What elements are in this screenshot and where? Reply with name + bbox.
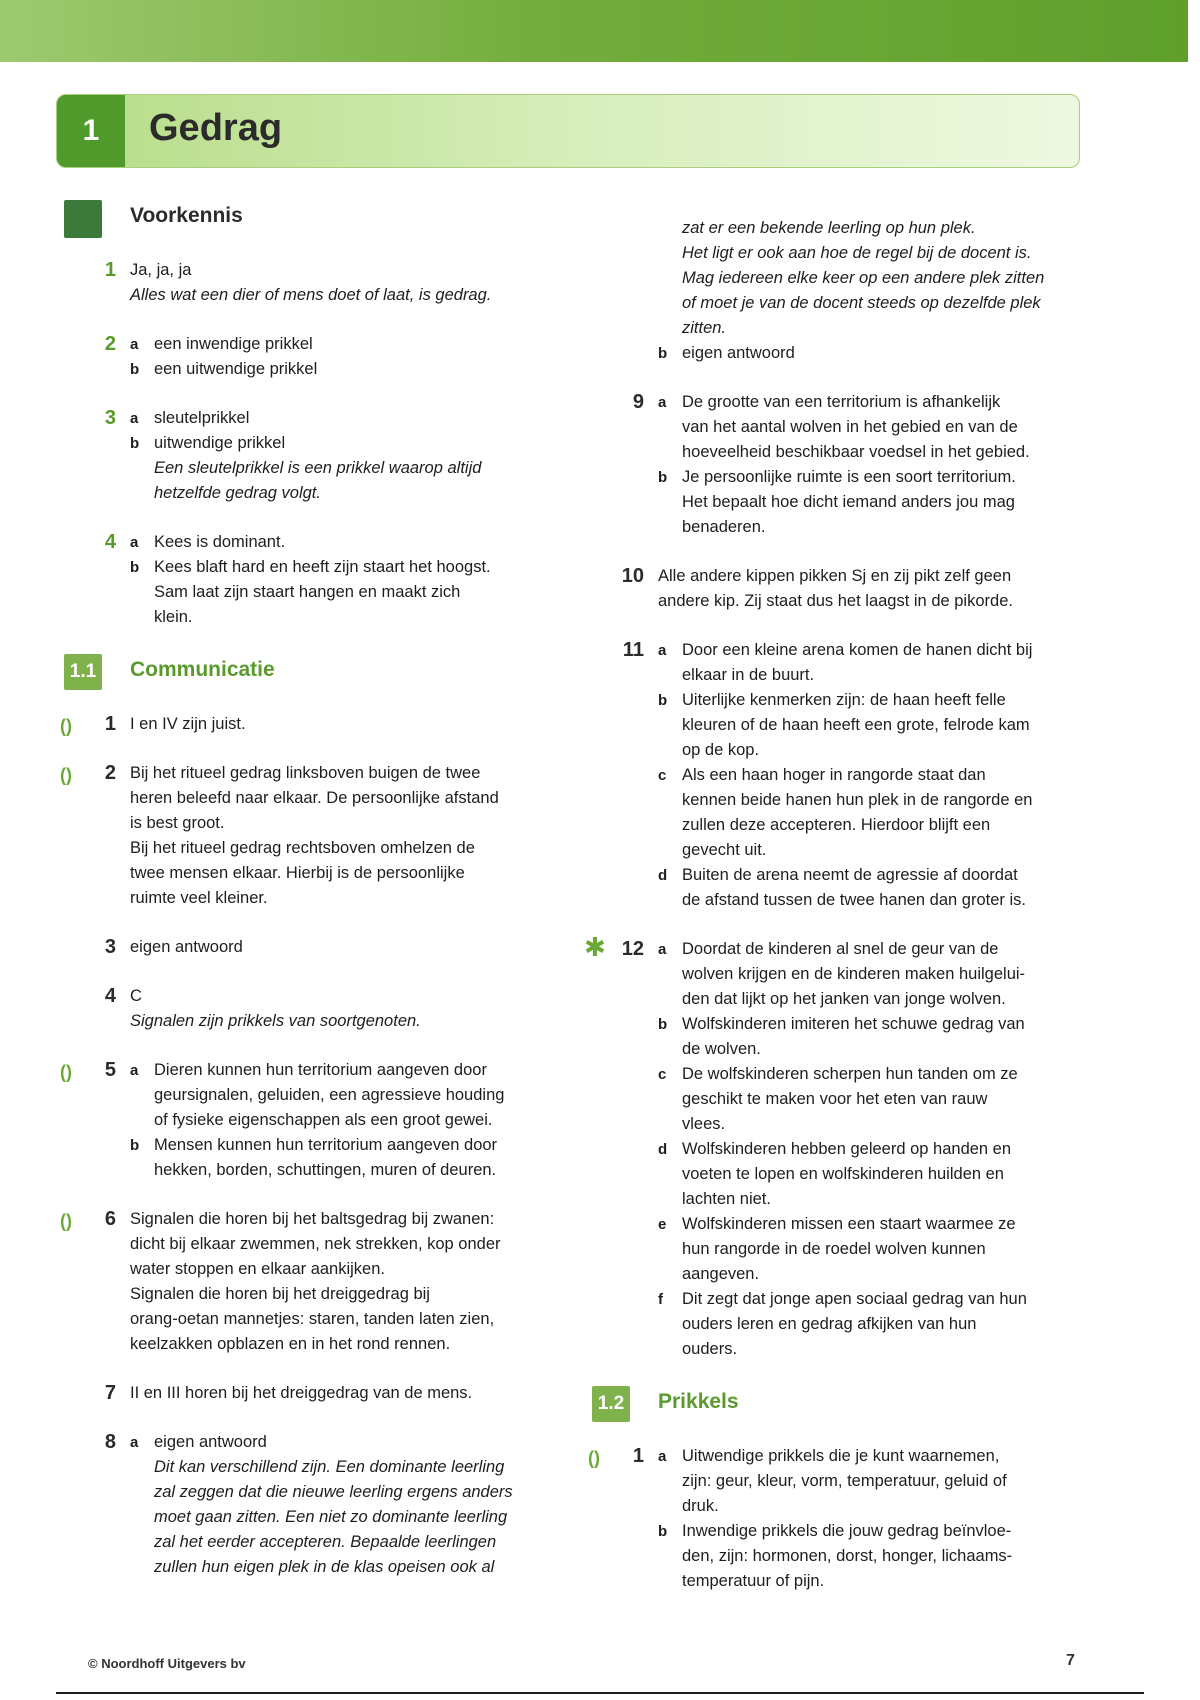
bracket-marker-icon: () [60,1062,72,1082]
section-title: Prikkels [658,1390,739,1413]
question-number: 1 [632,1445,644,1467]
answer-line: den, zijn: hormonen, dorst, honger, lichaams- [682,1547,1013,1565]
question-number: 1 [104,259,116,281]
answer-line: De wolfskinderen scherpen hun tanden om ze [682,1065,1018,1083]
answer-line: Dieren kunnen hun territorium aangeven door [154,1061,487,1079]
question [56,935,566,960]
answer-line: geschikt te maken voor het eten van rauw [682,1090,988,1108]
answer-line: De grootte van een territorium is afhankelijk [682,393,1001,411]
answer-note: zal zeggen dat die nieuwe leerling ergens anders [154,1483,513,1501]
sub-answer [658,688,1084,713]
question-number: 11 [622,639,644,661]
sub-letter: b [658,469,668,486]
answer-line: Signalen die horen bij het baltsgedrag bij zwanen: [130,1210,495,1228]
answer-line: Alle andere kippen pikken Sj en zij pikt zelf geen [658,567,1012,585]
sub-answer [658,1519,1084,1544]
answer-line: I en IV zijn juist. [130,715,246,733]
answer-line: van het aantal wolven in het gebied en van de [682,418,1018,436]
section-1-2-header [584,1386,1084,1430]
answer-line: een uitwendige prikkel [154,360,318,378]
answer-line: den dat lijkt op het janken van jonge wolven. [682,990,1006,1008]
answer-note: zullen hun eigen plek in de klas opeisen ook al [154,1558,495,1576]
question [584,1444,1084,1594]
bracket-marker-icon: () [60,716,72,736]
sub-letter: b [658,692,668,709]
answer-line: ouders leren en gedrag afkijken van hun [682,1315,977,1333]
answer-line: Je persoonlijke ruimte is een soort territorium. [682,468,1016,486]
answer-line: vlees. [682,1115,726,1133]
sub-answer [658,1062,1084,1087]
answer-line: hun rangorde in de roedel wolven kunnen [682,1240,986,1258]
sub-answer [130,406,566,431]
section-square-icon [64,200,102,238]
answer-line: Uitwendige prikkels die je kunt waarnemen, [682,1447,1000,1465]
answer-line: Door een kleine arena komen de hanen dicht bij [682,641,1033,659]
page-number: 7 [1066,1652,1075,1669]
sub-letter: b [658,1523,668,1540]
answer-line: Mensen kunnen hun territorium aangeven door [154,1136,498,1154]
sub-letter: a [658,394,667,411]
answer-line: heren beleefd naar elkaar. De persoonlijke afstand [130,789,499,807]
sub-answer [658,638,1084,663]
answer-line: hekken, borden, schuttingen, muren of deuren. [154,1161,497,1179]
answer-line: Het bepaalt hoe dicht iemand anders jou mag [682,493,1015,511]
answer-line: Bij het ritueel gedrag rechtsboven omhelzen de [130,839,475,857]
sub-answer [658,1137,1084,1162]
right-column [584,216,1084,1618]
question [56,1430,566,1580]
question-number: 8 [104,1431,116,1453]
sub-letter: a [130,336,139,353]
answer-line: kleuren of de haan heeft een grote, felrode kam [682,716,1030,734]
answer-line: Doordat de kinderen al snel de geur van de [682,940,999,958]
question-number: 4 [104,531,116,553]
sub-letter: b [130,435,140,452]
answer-line: dicht bij elkaar zwemmen, nek strekken, kop onder [130,1235,501,1253]
sub-letter: d [658,1141,668,1158]
question-number: 4 [104,985,116,1007]
sub-letter: c [658,1066,667,1083]
question-number: 3 [104,936,116,958]
answer-line: aangeven. [682,1265,760,1283]
sub-letter: a [130,1434,139,1451]
sub-answer [658,1287,1084,1312]
answer-line: water stoppen en elkaar aankijken. [130,1260,385,1278]
answer-line: Signalen die horen bij het dreiggedrag bij [130,1285,430,1303]
answer-line: uitwendige prikkel [154,434,286,452]
answer-line: Sam laat zijn staart hangen en maakt zich [154,583,461,601]
answer-line: op de kop. [682,741,760,759]
answer-line: voeten te lopen en wolfskinderen huilden en [682,1165,1004,1183]
answer-line: eigen antwoord [154,1433,267,1451]
question-number: 7 [104,1382,116,1404]
answer-line: of fysieke eigenschappen als een groot gewei. [154,1111,493,1129]
sub-letter: b [658,1016,668,1033]
question [584,638,1084,913]
answer-line: zullen deze accepteren. Hierdoor blijft een [682,816,991,834]
question [56,1058,566,1183]
answer-note: zat er een bekende leerling op hun plek. [682,219,976,237]
top-color-band [0,0,1188,62]
answer-line: geursignalen, geluiden, een agressieve houding [154,1086,505,1104]
chapter-number: 1 [57,95,125,167]
answer-note: zal het eerder accepteren. Bepaalde leerlingen [154,1533,497,1551]
answer-line: orang-oetan mannetjes: staren, tanden laten zien, [130,1310,495,1328]
sub-letter: a [130,1062,139,1079]
answer-note: Een sleutelprikkel is een prikkel waarop altijd [154,459,482,477]
sub-answer [658,465,1084,490]
answer-line: Ja, ja, ja [130,261,192,279]
answer-line: Uiterlijke kenmerken zijn: de haan heeft felle [682,691,1006,709]
sub-answer [658,1212,1084,1237]
answer-line: kennen beide hanen hun plek in de rangorde en [682,791,1033,809]
sub-letter: a [658,642,667,659]
question-number: 1 [104,713,116,735]
answer-line: benaderen. [682,518,766,536]
question [56,258,566,308]
sub-answer [658,390,1084,415]
question-continued [584,216,1084,366]
sub-letter: b [130,1137,140,1154]
sub-letter: c [658,767,667,784]
answer-line: C [130,987,142,1005]
question-number: 12 [621,938,644,960]
sub-answer [658,1012,1084,1037]
sub-letter: f [658,1291,663,1308]
section-voorkennis-header [56,200,566,244]
answer-note: Signalen zijn prikkels van soortgenoten. [130,1012,421,1030]
sub-letter: e [658,1216,667,1233]
question-number: 2 [104,333,116,355]
sub-letter: a [658,1448,667,1465]
answer-line: sleutelprikkel [154,409,250,427]
question-number: 3 [104,407,116,429]
section-badge: 1.2 [592,1386,630,1422]
bracket-marker-icon: () [60,765,72,785]
question [56,712,566,737]
section-badge: 1.1 [64,654,102,690]
answer-line: Buiten de arena neemt de agressie af doordat [682,866,1018,884]
answer-line: twee mensen elkaar. Hierbij is de persoonlijke [130,864,465,882]
answer-note: Alles wat een dier of mens doet of laat, is gedrag. [130,286,492,304]
sub-letter: a [130,410,139,427]
sub-answer [130,332,566,357]
question [56,1207,566,1357]
answer-line: wolven krijgen en de kinderen maken huilgelui- [682,965,1026,983]
answer-line: Bij het ritueel gedrag linksboven buigen de twee [130,764,481,782]
sub-answer [130,1133,566,1158]
publisher-footer: © Noordhoff Uitgevers bv [88,1656,246,1671]
answer-line: zijn: geur, kleur, vorm, temperatuur, geluid of [682,1472,1007,1490]
question [56,984,566,1034]
star-marker-icon: ✱ [584,932,606,962]
answer-note: Dit kan verschillend zijn. Een dominante leerling [154,1458,505,1476]
chapter-title: Gedrag [149,107,283,149]
section-title: Voorkennis [130,204,243,227]
sub-answer [130,431,566,456]
answer-line: Dit zegt dat jonge apen sociaal gedrag van hun [682,1290,1027,1308]
section-title: Communicatie [130,658,275,681]
answer-line: ouders. [682,1340,738,1358]
sub-letter: b [658,345,668,362]
question [584,390,1084,540]
answer-line: Inwendige prikkels die jouw gedrag beïnvloe- [682,1522,1012,1540]
answer-line: Kees blaft hard en heeft zijn staart het hoogst. [154,558,491,576]
answer-line: ruimte veel kleiner. [130,889,268,907]
question-number: 2 [104,762,116,784]
question [56,1381,566,1406]
answer-line: II en III horen bij het dreiggedrag van de mens. [130,1384,473,1402]
answer-line: klein. [154,608,193,626]
answer-line: lachten niet. [682,1190,771,1208]
answer-line: temperatuur of pijn. [682,1572,825,1590]
question [584,564,1084,614]
sub-letter: d [658,867,668,884]
answer-line: elkaar in de buurt. [682,666,815,684]
answer-line: Wolfskinderen missen een staart waarmee ze [682,1215,1016,1233]
answer-line: de wolven. [682,1040,761,1058]
bottom-divider [56,1692,1144,1694]
answer-line: gevecht uit. [682,841,767,859]
question [56,332,566,382]
left-column [56,200,566,1604]
question [56,406,566,506]
section-1-1-header [56,654,566,698]
answer-line: de afstand tussen de twee hanen dan groter is. [682,891,1026,909]
question [56,761,566,911]
question [56,530,566,630]
sub-letter: b [130,361,140,378]
bracket-marker-icon: () [588,1448,600,1468]
sub-letter: a [130,534,139,551]
chapter-header [56,94,1080,168]
sub-answer [658,341,1084,366]
answer-line: keelzakken opblazen en in het rond rennen. [130,1335,451,1353]
sub-answer [130,1058,566,1083]
question-number: 10 [621,565,644,587]
sub-answer [130,555,566,580]
answer-line: eigen antwoord [682,344,795,362]
answer-line: druk. [682,1497,719,1515]
answer-line: andere kip. Zij staat dus het laagst in de pikorde. [658,592,1013,610]
answer-line: Wolfskinderen imiteren het schuwe gedrag van [682,1015,1025,1033]
answer-note: moet gaan zitten. Een niet zo dominante leerling [154,1508,508,1526]
answer-line: Wolfskinderen hebben geleerd op handen en [682,1140,1012,1158]
sub-answer [130,530,566,555]
answer-note: zitten. [682,319,727,337]
sub-letter: b [130,559,140,576]
question-number: 9 [632,391,644,413]
sub-answer [130,1430,566,1455]
question-number: 6 [104,1208,116,1230]
sub-answer [658,763,1084,788]
answer-note: hetzelfde gedrag volgt. [154,484,321,502]
sub-answer [658,1444,1084,1469]
bracket-marker-icon: () [60,1211,72,1231]
answer-line: een inwendige prikkel [154,335,313,353]
question [584,932,1084,1362]
answer-note: Het ligt er ook aan hoe de regel bij de docent is. [682,244,1032,262]
answer-line: eigen antwoord [130,938,243,956]
sub-answer [658,863,1084,888]
answer-line: is best groot. [130,814,225,832]
sub-answer [658,937,1084,962]
answer-line: Kees is dominant. [154,533,286,551]
answer-note: of moet je van de docent steeds op dezelfde plek [682,294,1041,312]
question-number: 5 [104,1059,116,1081]
answer-line: hoeveelheid beschikbaar voedsel in het gebied. [682,443,1030,461]
answer-note: Mag iedereen elke keer op een andere plek zitten [682,269,1045,287]
sub-answer [130,357,566,382]
sub-letter: a [658,941,667,958]
answer-line: Als een haan hoger in rangorde staat dan [682,766,986,784]
